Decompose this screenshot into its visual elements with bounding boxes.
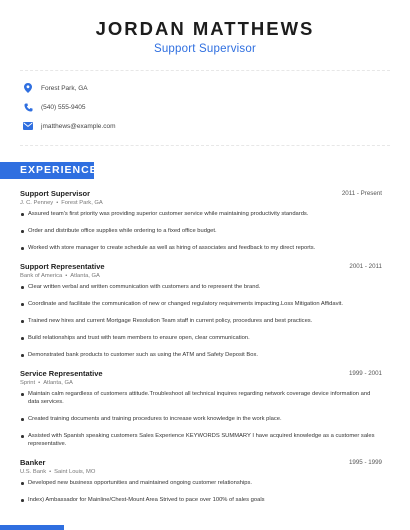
job-bullet: Maintain calm regardless of customers attitude.Troubleshoot all technical inquires regarding network coverage device information and data services. (20, 390, 382, 406)
job-meta (20, 379, 382, 388)
job-company: U.S. Bank (20, 469, 47, 475)
job-bullet: Assisted with Spanish speaking customers Sales Experience KEYWORDS SUMMARY I have acquired knowledge as a customer sales representative. (20, 432, 382, 448)
job-meta (20, 272, 382, 281)
job-dates: 2011 - Present (341, 190, 382, 197)
email-text[interactable]: jmatthews@example.com (41, 122, 116, 130)
job-bullet: Coordinate and facilitate the communication of new or changed regulatory requirements impacting.Loss Mitigation Affidavit. (20, 300, 382, 308)
meta-separator: • (49, 469, 52, 475)
job-bullet: Clear written verbal and written communication with customers and to represent the brand. (20, 283, 382, 291)
job-bullet: Worked with store manager to create schedule as well as hiring of associates and feedback to my direct reports. (20, 244, 382, 252)
job-bullet: Build relationships and trust with team members to ensure open, clear communication. (20, 334, 382, 342)
job-entry (20, 457, 382, 504)
job-bullet-list (20, 283, 382, 359)
job-location: Atlanta, GA (70, 273, 100, 279)
job-company: J. C. Penney (20, 200, 54, 206)
candidate-title: Support Supervisor (153, 43, 257, 55)
job-bullet: Index) Ambassador for Mainline/Chest-Mount Area Strived to pace over 100% of sales goals (20, 496, 382, 504)
meta-separator: • (65, 273, 68, 279)
job-bullet-list (20, 390, 382, 448)
job-location: Atlanta, GA (43, 380, 73, 386)
job-dates: 1999 - 2001 (348, 370, 382, 377)
job-company: Bank of America (20, 273, 63, 279)
experience-list (20, 188, 382, 513)
job-dates: 1995 - 1999 (348, 459, 382, 466)
job-meta (20, 199, 382, 208)
resume-header (0, 18, 410, 55)
contact-divider (20, 145, 390, 146)
contact-email[interactable] (22, 120, 116, 132)
job-bullet: Assured team's first priority was providing superior customer service while maintaining productivity standards. (20, 210, 382, 218)
location-text: Forest Park, GA (41, 84, 88, 92)
header-divider (20, 70, 390, 71)
contact-location (22, 82, 88, 94)
job-bullet: Demonstrated bank products to customer such as using the ATM and Safety Deposit Box. (20, 351, 382, 359)
phone-text: (540) 555-9405 (41, 103, 86, 111)
envelope-icon (22, 120, 34, 132)
job-meta (20, 468, 382, 477)
job-location: Saint Louis, MO (54, 469, 96, 475)
candidate-name: JORDAN MATTHEWS (95, 18, 315, 39)
job-bullet: Order and distribute office supplies while ordering to a fixed office budget. (20, 227, 382, 235)
job-bullet-list (20, 210, 382, 252)
meta-separator: • (38, 380, 41, 386)
section-heading-experience: EXPERIENCE (0, 162, 94, 179)
job-location: Forest Park, GA (61, 200, 103, 206)
job-bullet: Created training documents and training procedures to increase work knowledge in the work place. (20, 415, 382, 423)
meta-separator: • (56, 200, 59, 206)
job-title: Support Representative (20, 262, 105, 271)
job-bullet: Developed new business opportunities and maintained ongoing customer relationships. (20, 479, 382, 487)
job-title: Banker (20, 458, 46, 467)
job-bullet: Trained new hires and current Mortgage Resolution Team staff in current policy, procedures and best practices. (20, 317, 382, 325)
job-title: Support Supervisor (20, 189, 91, 198)
job-entry (20, 368, 382, 448)
contact-phone (22, 101, 85, 113)
map-pin-icon (22, 82, 34, 94)
job-entry (20, 261, 382, 359)
job-company: Sprint (20, 380, 36, 386)
phone-icon (22, 101, 34, 113)
job-dates: 2001 - 2011 (349, 263, 382, 270)
next-section-tab (0, 525, 64, 530)
job-bullet-list (20, 479, 382, 504)
job-entry (20, 188, 382, 252)
job-title: Service Representative (20, 369, 103, 378)
